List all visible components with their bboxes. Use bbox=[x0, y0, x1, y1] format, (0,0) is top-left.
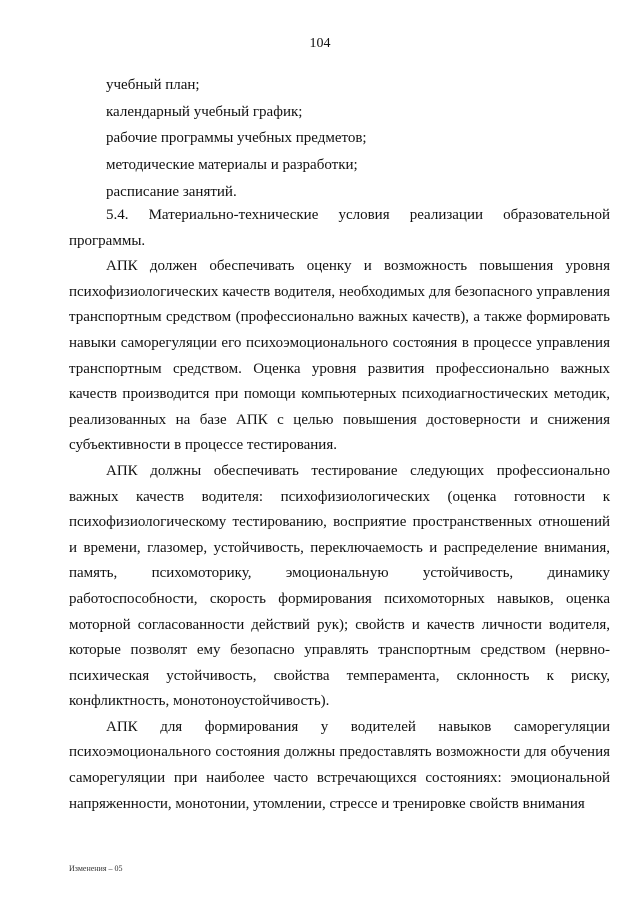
paragraph: АПК должен обеспечивать оценку и возможность повышения уровня психофизиологических качеств водителя, необходимых для безопасного управления транспортным средством (профессионально важных качеств), а также формировать навыки саморегуляции его психоэмоционального состояния в процессе управления транспортным средством. Оценка уровня развития профессионально важных качеств производится при помощи компьютерных психодиагностических методик, реализованных на базе АПК с целью повышения достоверности и снижения субъективности в процессе тестирования. bbox=[69, 258, 610, 454]
revision-footer: Изменения – 05 bbox=[69, 864, 123, 873]
list-item: календарный учебный график; bbox=[106, 103, 303, 120]
list-item: учебный план; bbox=[106, 77, 200, 93]
document-list bbox=[106, 72, 606, 206]
list-item: методические материалы и разработки; bbox=[106, 157, 358, 174]
list-item: рабочие программы учебных предметов; bbox=[106, 130, 367, 147]
document-body bbox=[69, 203, 610, 817]
paragraph: АПК должны обеспечивать тестирование следующих профессионально важных качеств водителя: психофизиологических (оценка готовности к психофизиологическому тестированию, восприятие пространственных отношений и времени, глазомер, устойчивость, переключаемость и распределение внимания, память, психомоторику, эмоциональную устойчивость, динамику работоспособности, скорость формирования психомоторных навыков, оценка моторной согласованности действий рук); свойств и качеств личности водителя, которые позволят ему безопасно управлять транспортным средством (нервно-психическая устойчивость, свойства темперамента, склонность к риску, конфликтность, монотоноустойчивость). bbox=[69, 462, 610, 710]
section-heading: 5.4. Материально-технические условия реализации образовательной программы. bbox=[69, 207, 610, 249]
paragraph: АПК для формирования у водителей навыков саморегуляции психоэмоционального состояния должны предоставлять возможности для обучения саморегуляции при наиболее часто встречающихся состояниях: эмоциональной напряженности, монотонии, утомлении, стрессе и тренировке свойств внимания bbox=[69, 718, 610, 812]
page-number: 104 bbox=[309, 36, 331, 51]
list-item: расписание занятий. bbox=[106, 183, 237, 200]
